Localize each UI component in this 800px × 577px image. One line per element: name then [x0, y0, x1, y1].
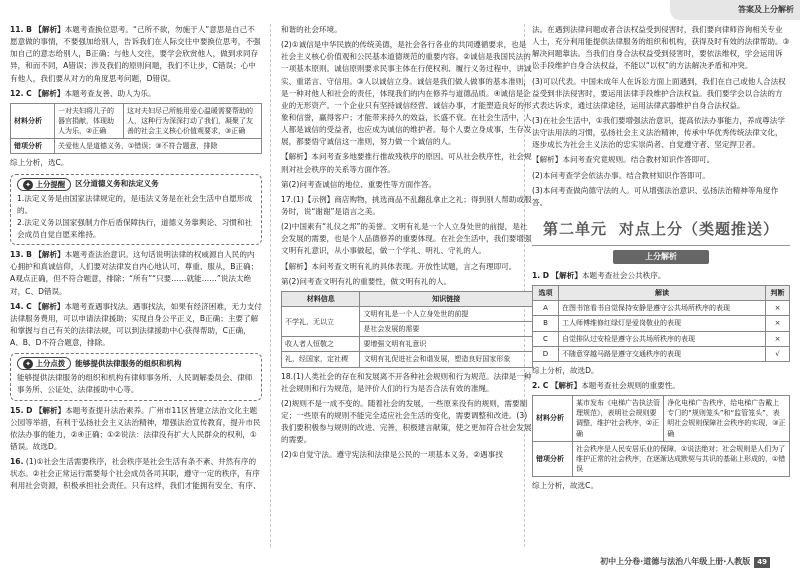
paragraph: (2)①诚信是中华民族的传统美德，是社会各行各业的共同遵循要求，也是社会主义核心价值观和公民基本道德规范的重要内容。②诚信是我国民法的一项基本原则。诚信原则要求民事主体在行使权利、履行义务过程中，讲诚实、重诺言、守信用。③人以诚信立身。诚信是我们做人做事的基本准则，是一种对他人和社会的责任，体现我们的内在修养与道德品质。④诚信是企业的无形资产。一个企业只有坚持诚信经营、诚信办事，才能塑造良好的形象和信誉，赢得客户；才能带来持久的效益，长盛不衰。在社会生活中，人人都是诚信的受益者，也应成为诚信的维护者。每个人要立身成事，生存发展，都要悟守诚信这一准则，努力做一个诚信的人。	[281, 40, 532, 147]
table-cell: 是社会发展的需要	[360, 322, 533, 337]
table-cell: 不学礼，无以立	[282, 306, 360, 336]
tip-box	[10, 353, 262, 400]
table-row	[533, 396, 790, 442]
question-number: 12. C	[10, 88, 32, 98]
paragraph: 第(2)问考查文明有礼的重要性，做文明有礼的人。	[281, 276, 452, 286]
tip-label-text: 上分点拨	[35, 359, 66, 369]
table-row	[282, 352, 533, 367]
tip-title: 能够提供法律服务的组织和机构	[75, 358, 182, 368]
knowledge-table	[281, 291, 533, 368]
analysis-tag: 【解析】	[34, 250, 65, 260]
paragraph: 【解析】本问考查文明有礼的具体表现。开放性试题，言之有理即可。	[281, 261, 517, 271]
question-number: 11. B	[10, 25, 32, 34]
table-row	[533, 346, 790, 361]
tip-title: 区分道德义务和法定义务	[75, 178, 159, 188]
table-cell: 工人师傅维修红绿灯是爱岗敬业的表现	[559, 316, 766, 331]
question-text: 本题考查法治意识。这句话说明法律的权威源自人民的内心拥护和真诚信仰，人们要对法律发自内心地认可、尊重、服从，B正确；A观点正确，但不符合题意，排除；“所有”“只要……就能……”说法太绝对，C、D错误。	[10, 250, 259, 296]
footer-text: 初中上分卷·道德与法治八年级上册·人教版	[600, 557, 751, 567]
table-header-row	[282, 291, 533, 306]
tip-header	[17, 357, 255, 370]
question-15	[10, 405, 262, 454]
table-cell: C	[533, 331, 559, 346]
question-number: 16.	[10, 457, 24, 467]
unit-title	[532, 217, 790, 241]
table-cell: 文明有礼是一个人立身处世的前提	[360, 306, 533, 321]
page-number: 49	[754, 557, 770, 568]
column-middle	[281, 24, 533, 465]
paragraph: (3)可以代表。中国未成年人在诉讼方面上面遇到，我们在自己或他人合法权益受到非法侵害时，要运用法律手段维护合法权益。我们要学会以合法的方式表达诉求，通过法律途径，运用法律武器维护自身合法权益。	[532, 76, 786, 110]
analysis-tag: 【解析】	[550, 380, 582, 390]
judge-mark: √	[766, 346, 790, 361]
table-cell: 收人者人恒敬之	[282, 337, 360, 352]
table-cell: 错项分析	[533, 441, 573, 476]
table-row	[282, 306, 533, 321]
lightbulb-icon: ✦	[23, 180, 33, 190]
table-cell: 要增强文明有礼意识	[360, 337, 533, 352]
page-footer	[600, 556, 770, 569]
question-number: 2. C	[532, 380, 549, 390]
tip-box	[10, 174, 262, 246]
table-row	[282, 337, 533, 352]
table-cell: 材料分析	[11, 103, 55, 138]
table-cell: B	[533, 316, 559, 331]
table-cell: 礼，经国家，定社稷	[282, 352, 360, 367]
paragraph: (2)中国素有“礼仪之邦”的美誉。文明有礼是一个人立身处世的前提，是社会发展的需要，也是个人品德修养的重要体现。在社会生活中，我们要增强文明有礼意识，从小事做起，做一个学礼、明礼、守礼的人。	[281, 222, 532, 256]
question-11	[10, 24, 262, 85]
paragraph: (3)在社会生活中，①我们要增强法治意识，提高依法办事能力，养成尊法学法守法用法的习惯，弘扬社会主义法治精神，传承中华优秀传统法律文化，逐步成长为社会主义法治的忠实崇尚者、自觉遵守者、坚定捍卫者。	[532, 115, 785, 150]
table-cell: 社会秩序是人民安居乐业的保障，①说法绝对；社会规则是人们为了维护正常的社会秩序，在逐渐达成默契与共识的基础上形成的，①错误	[573, 441, 790, 476]
divider	[532, 245, 790, 246]
column-left	[10, 24, 262, 496]
question-number: 1. D	[532, 270, 550, 280]
tip-item: 2.法定义务以国家强制力作后盾保障执行，道德义务靠舆论、习惯和社会成员自觉自愿来维持。	[17, 217, 253, 239]
table-header: 知识链接	[360, 291, 533, 306]
tip-label-text: 上分提醒	[35, 179, 66, 189]
paragraph: (2)本问考查学会依法办事。结合教材知识作答即可。	[532, 170, 710, 180]
table-row	[533, 331, 790, 346]
tip-label	[17, 178, 71, 191]
analysis-tag: 【解析】	[34, 88, 65, 98]
question-14	[10, 301, 262, 350]
table-cell: 文明有礼促进社会和谐发展，塑造良好国家形象	[360, 352, 533, 367]
judge-mark: ×	[766, 316, 790, 331]
conclusion-text: 综上分析，故选D。	[532, 365, 599, 375]
question-17: 17.(1)【示例】商店购物，挑选商品不乱翻乱拿止之礼；得到别人帮助或服务时，说“谢谢”是语言之美。	[281, 194, 532, 216]
analysis-table	[10, 103, 262, 155]
table-cell: 自觉排队过安检是遵守公共场所秩序的表现	[559, 331, 766, 346]
question-number: 14. C	[10, 301, 32, 311]
table-cell: 在图书馆看书自觉保持安静是遵守公共场所秩序的表现	[559, 301, 766, 316]
table-cell: 关爱他人是道德义务，①错误；③不符合题意，排除	[55, 139, 262, 154]
analysis-tag: 【解析】	[34, 301, 65, 311]
table-header-row	[533, 286, 790, 301]
paragraph: (2)规则不是一成不变的。随着社会的发展，一些原来没有的规则，需要制定；一些原有的规则不能完全适应社会生活的变化，需要调整和改进。(3)我们要积极参与规则的改进、完善，积极建言献策，使之更加符合社会发展的需要。	[281, 398, 532, 445]
question-text: 本题考查换位思考。“己所不欲，勿施于人”意思是自己不愿意做的事情，不要强加给别人，告诉我们在人际交往中要换位思考，不强加自己的意志给别人，B正确；与他人交往，要学会欣赏他人，做到求同存异，和而不同，A错误；涉及我们的原则问题，我们不让步，C错误；心中有他人，我们要从对方的角度思考问题，D错误。	[10, 25, 261, 83]
column-right	[532, 24, 790, 495]
question-16	[10, 456, 262, 492]
analysis-tag: 【解析】	[34, 25, 65, 34]
analysis-tag: 【解析】	[551, 270, 582, 280]
question-number: 13. B	[10, 250, 32, 260]
table-cell: A	[533, 301, 559, 316]
question-1	[532, 270, 790, 282]
question-text: 本题考查遇事找法。遇事找法，如果有经济困难，无力支付法律服务费用，可以申请法律援助；实现自身公平正义，B正确；主要了解和掌握与自己有关的法律法规，可以到法律援助中心获得帮助，C正确，A、B、D不符合题意，排除。	[10, 301, 262, 348]
column-separator	[270, 24, 271, 547]
analysis-tag: 【解析】	[34, 405, 66, 415]
question-number: 15. D	[10, 405, 33, 415]
table-header: 解读	[559, 286, 766, 301]
question-text: 本题考查社会公共秩序。	[581, 270, 666, 280]
paragraph: 【解析】本问考查究竟规则。结合教材知识作答即可。	[532, 155, 715, 165]
paragraph: 和谐的社会环境。	[281, 25, 342, 34]
question-18: 18.(1)人类社会的存在和发展离不开各种社会规则和行为规范。法律是一种社会规则和行为规范，是评价人们的行为是否合法有效的准绳。	[281, 371, 532, 393]
table-cell: D	[533, 346, 559, 361]
options-table	[532, 285, 790, 362]
tip-item: 能够提供法律服务的组织和机构有律师事务所、人民调解委员会、律师事务所、公证处、法律援助中心等。	[17, 373, 253, 395]
table-cell: 净化电梯广告秩序，给电梯广告戴上专门的“规则笼头”和“监管笼头”，表明社会规则保障社会秩序的实现，③正确	[664, 396, 790, 442]
paragraph: (2)①自觉守法。遵守宪法和法律是公民的一项基本义务。②遇事找	[281, 450, 503, 460]
judge-mark: ×	[766, 331, 790, 346]
judge-mark: ×	[766, 301, 790, 316]
table-row	[533, 441, 790, 476]
paragraph: 第(2)问考查诚信的地位、重要性等方面作答。	[281, 179, 437, 189]
table-cell: 错项分析	[11, 139, 55, 154]
question-12	[10, 88, 262, 100]
table-header: 判断	[766, 286, 790, 301]
conclusion-text: 综上分析，选C。	[10, 158, 69, 168]
question-2	[532, 380, 790, 392]
corner-title: 答案及上分解析	[738, 5, 794, 14]
paragraph: 法。在遇到法律问题或者合法权益受到侵害时，我们要向律师咨询相关专业人士，充分利用能提供法律服务的组织和机构，获得及时有效的法律帮助。③解决问题靠法。当我们自身合法权益受到侵害时，要依法维权，学会运用诉讼手段维护自身合法权益，不能以“以权”的方法解决矛盾和冲突。	[532, 25, 790, 71]
table-row	[11, 139, 262, 154]
table-row	[533, 301, 790, 316]
table-cell: 这对夫妇尽己所能用爱心温暖需要帮助的人，这种行为深深打动了我们，凝聚了友善的社会主义核心价值观要求，③正确	[124, 103, 262, 138]
tip-header	[17, 178, 255, 191]
lightbulb-icon: ✦	[23, 359, 33, 369]
table-row	[533, 316, 790, 331]
section-banner: 上分解析	[613, 250, 709, 264]
table-header: 选项	[533, 286, 559, 301]
question-text: (1)①社会生活需要秩序，社会秩序是社会生活有条不紊、井然有序的状态。②社会正常运行需要每个社会成员各司其职，遵守一定的秩序，有序利用社会资源，积极承担社会责任。只有这样，我们才能拥有安全、有序、	[10, 457, 261, 491]
unit-number: 第二单元	[542, 219, 607, 238]
table-cell: 材料分析	[533, 396, 573, 442]
tip-label	[17, 357, 71, 370]
question-text: 本题考查友善、助人为乐。	[64, 88, 156, 98]
tip-item: 1.法定义务是由国家法律规定的，是违法义务是在社会生活中自愿形成的。	[17, 193, 253, 215]
paragraph: (3)本问考查做尚德守法的人。可从增强法治意识、弘扬法治精神等角度作答。	[532, 185, 779, 207]
conclusion-text: 综上分析，故选C。	[532, 481, 599, 491]
table-cell: 某市发布《电梯广告执法管理规范》，表明社会规则要调整，维护社会秩序，②正确	[573, 396, 664, 442]
question-text: 本题考查社会规则的重要性。	[581, 380, 680, 390]
question-13	[10, 249, 262, 298]
table-row	[11, 103, 262, 138]
table-cell: 一对夫妇将儿子的器官捐献，体现助人为乐，②正确	[55, 103, 124, 138]
table-header: 材料信息	[282, 291, 360, 306]
unit-subtitle: 对点上分（类题推送）	[619, 219, 780, 238]
analysis-table	[532, 395, 790, 477]
paragraph: 【解析】本问考查多地要推行推故残秩序的原因。可从社会秩序性，社会规则对社会秩序的关系等方面作答。	[281, 152, 532, 174]
table-cell: 不随意穿越马路是遵守交通秩序的表现	[559, 346, 766, 361]
question-text: 本题考查提升法治素养。广州市11区皆建立法治文化主题公园等举措，有利于弘扬社会主义法治精神，增强法治宣传教育，提升市民依法办事的能力，②④正确；①②说法：法律没有扩大人民群众的权利，①错误。故选D。	[10, 405, 261, 451]
